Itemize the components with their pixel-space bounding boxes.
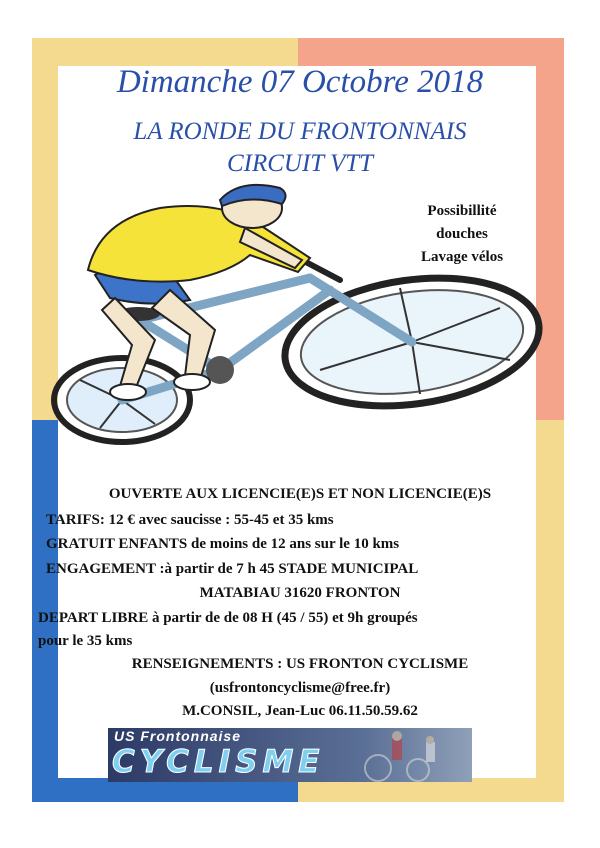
info-email: (usfrontoncyclisme@free.fr) <box>209 680 391 696</box>
info-depart-line1: DEPART LIBRE à partir de de 08 H (45 / 55) et 9h groupés <box>38 610 418 626</box>
info-engagement: ENGAGEMENT :à partir de 7 h 45 STADE MUNICIPAL <box>46 561 419 577</box>
info-tarifs: TARIFS: 12 € avec saucisse : 55-45 et 35 kms <box>46 512 334 528</box>
info-renseignements: RENSEIGNEMENTS : US FRONTON CYCLISME <box>131 656 469 672</box>
amenity-item: douches <box>436 226 488 242</box>
info-gratuit: GRATUIT ENFANTS de moins de 12 ans sur le 10 kms <box>46 536 400 552</box>
amenity-item: Lavage vélos <box>420 249 504 265</box>
logo-main-text: CYCLISME <box>112 744 325 780</box>
event-date: Dimanche 07 Octobre 2018 <box>116 64 484 100</box>
club-logo-banner <box>108 728 472 782</box>
amenity-item: Possibillité <box>427 203 497 219</box>
frame-top-left <box>32 38 298 66</box>
info-lieu: MATABIAU 31620 FRONTON <box>199 585 401 601</box>
event-subtitle: CIRCUIT VTT <box>226 150 374 177</box>
info-ouverte: OUVERTE AUX LICENCIE(E)S ET NON LICENCIE(E)S <box>108 486 492 502</box>
logo-top-text: US Frontonnaise <box>114 728 242 744</box>
frame-top-right <box>298 38 564 66</box>
info-depart-line2: pour le 35 kms <box>38 633 133 649</box>
info-contact: M.CONSIL, Jean-Luc 06.11.50.59.62 <box>182 703 418 719</box>
event-title: LA RONDE DU FRONTONNAIS <box>133 118 467 145</box>
amenities-list <box>392 200 532 269</box>
